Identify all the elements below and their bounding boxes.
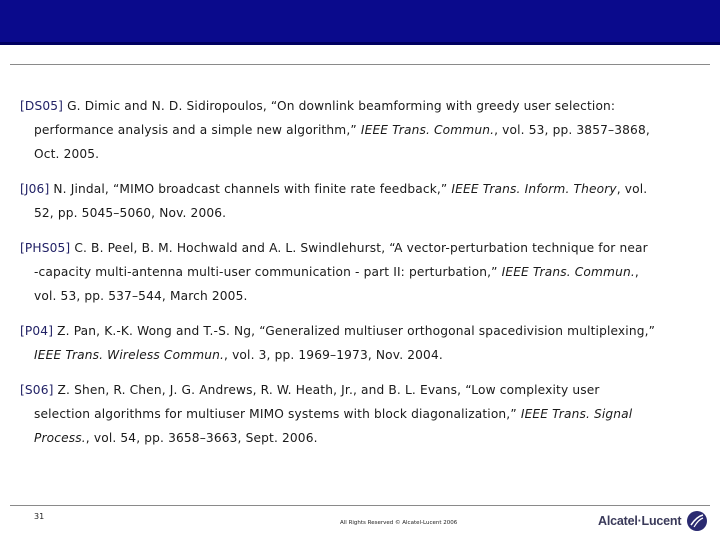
reference-text: G. Dimic and N. D. Sidiropoulos, “On downlink beamforming with greedy user selection: [63, 99, 616, 113]
reference-line [20, 236, 700, 260]
reference-text: , vol. 53, pp. 3857–3868, [494, 123, 650, 137]
reference-text: Z. Shen, R. Chen, J. G. Andrews, R. W. Heath, Jr., and B. L. Evans, “Low complexity user [53, 383, 600, 397]
reference-text: , vol. [616, 182, 648, 196]
bottom-divider [10, 505, 710, 506]
reference-line [20, 426, 700, 450]
reference-line [20, 378, 700, 402]
reference-tag: [J06] [20, 182, 50, 196]
page-number: 31 [34, 512, 45, 521]
reference-list [20, 94, 700, 461]
alcatel-lucent-logo-icon [686, 510, 708, 532]
reference-text: C. B. Peel, B. M. Hochwald and A. L. Swindlehurst, “A vector-perturbation technique for near [70, 241, 648, 255]
copyright-text: All Rights Reserved © Alcatel-Lucent 2006 [340, 520, 458, 526]
reference-text: selection algorithms for multiuser MIMO systems with block diagonalization,” [34, 407, 521, 421]
reference-item [20, 378, 700, 450]
reference-line [20, 201, 700, 225]
reference-line [20, 319, 700, 343]
journal-name: IEEE Trans. Inform. Theory [451, 182, 617, 196]
journal-name: Process. [34, 431, 86, 445]
journal-name: IEEE Trans. Commun. [360, 123, 495, 137]
reference-text: performance analysis and a simple new algorithm,” [34, 123, 361, 137]
reference-text: , vol. 3, pp. 1969–1973, Nov. 2004. [224, 348, 443, 362]
reference-item [20, 236, 700, 308]
journal-name: IEEE Trans. Commun. [501, 265, 635, 279]
reference-tag: [P04] [20, 324, 54, 338]
reference-line [20, 284, 700, 308]
reference-line [20, 94, 700, 118]
reference-text: -capacity multi-antenna multi-user communication - part II: perturbation,” [34, 265, 502, 279]
reference-line [20, 343, 700, 367]
reference-item [20, 319, 700, 367]
brand-name: Alcatel·Lucent [598, 514, 682, 528]
brand-lockup [598, 511, 708, 531]
reference-line [20, 142, 700, 166]
reference-text: N. Jindal, “MIMO broadcast channels with finite rate feedback,” [49, 182, 452, 196]
reference-text: 52, pp. 5045–5060, Nov. 2006. [34, 206, 227, 220]
reference-text: Z. Pan, K.-K. Wong and T.-S. Ng, “Generalized multiuser orthogonal spacedivision multiplexing,” [53, 324, 656, 338]
reference-line [20, 260, 700, 284]
reference-line [20, 118, 700, 142]
reference-tag: [DS05] [20, 99, 64, 113]
reference-text: vol. 53, pp. 537–544, March 2005. [34, 289, 248, 303]
reference-tag: [S06] [20, 383, 54, 397]
reference-text: Oct. 2005. [34, 147, 100, 161]
reference-text: , [634, 265, 639, 279]
reference-line [20, 402, 700, 426]
journal-name: IEEE Trans. Wireless Commun. [34, 348, 225, 362]
reference-item [20, 94, 700, 166]
reference-item [20, 177, 700, 225]
reference-text: , vol. 54, pp. 3658–3663, Sept. 2006. [85, 431, 318, 445]
reference-line [20, 177, 700, 201]
header-bar [0, 0, 720, 45]
top-divider [10, 64, 710, 65]
journal-name: IEEE Trans. Signal [520, 407, 633, 421]
reference-tag: [PHS05] [20, 241, 71, 255]
